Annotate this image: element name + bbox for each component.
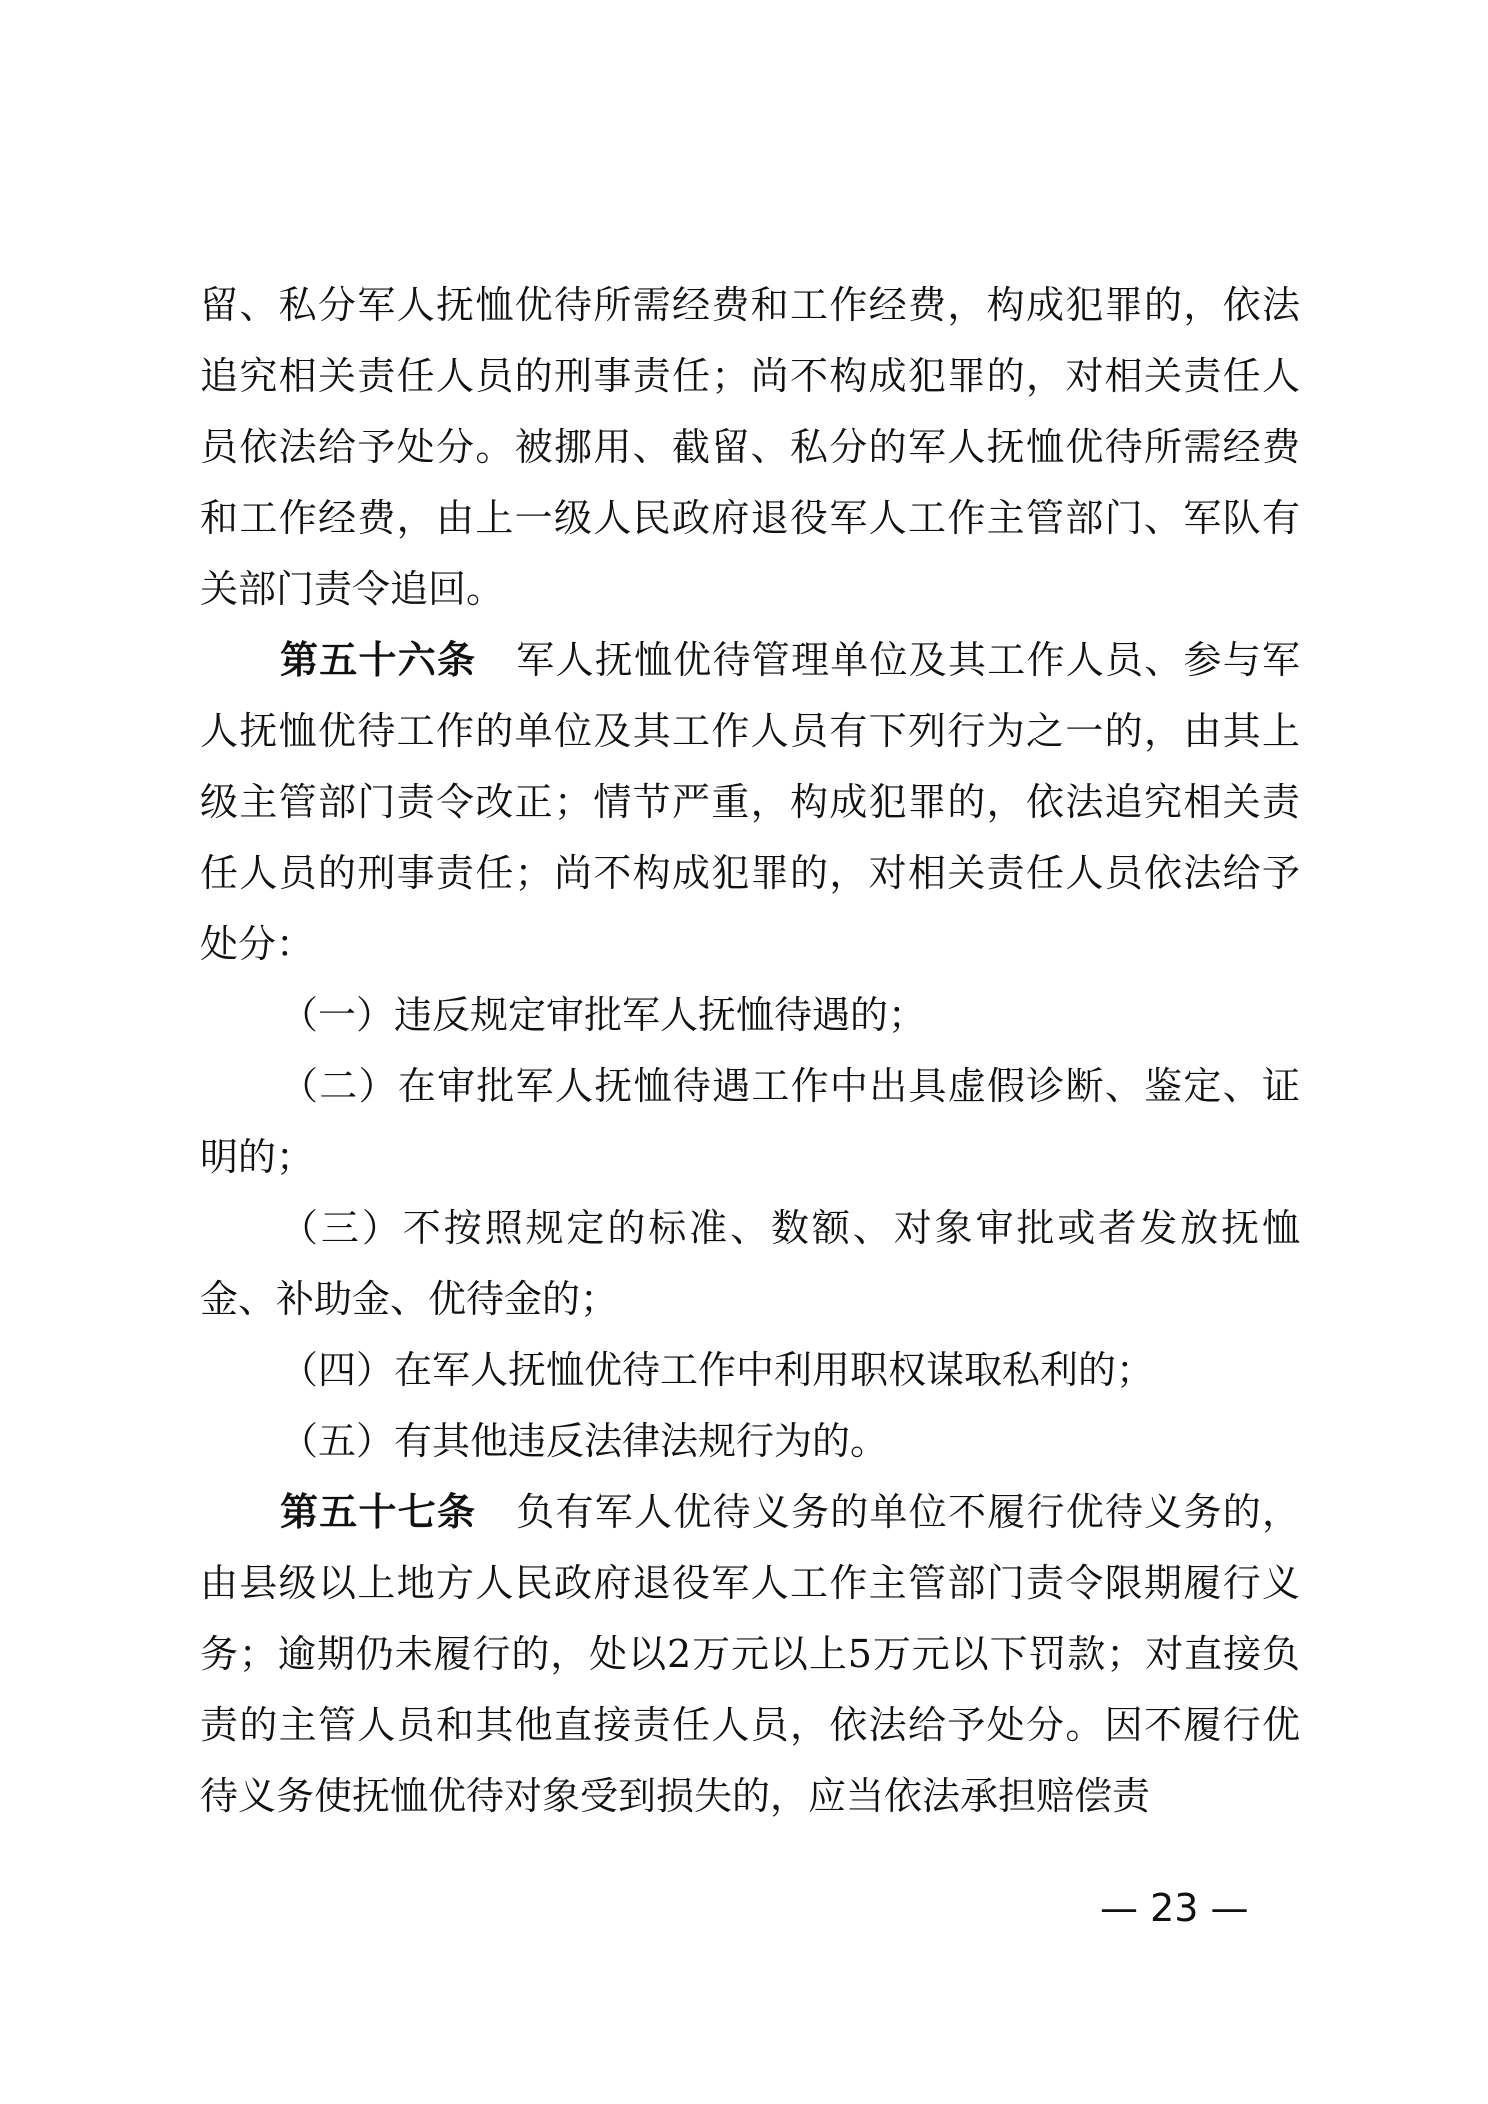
continuation-paragraph: 留、私分军人抚恤优待所需经费和工作经费，构成犯罪的，依法追究相关责任人员的刑事责任；尚不构成犯罪的，对相关责任人员依法给予处分。被挪用、截留、私分的军人抚恤优待所需经费和工作经费，由上一级人民政府退役军人工作主管部门、军队有关部门责令追回。 bbox=[200, 283, 1300, 611]
article-56-item-4: （四）在军人抚恤优待工作中利用职权谋取私利的； bbox=[280, 1348, 1155, 1392]
article-57-paragraph bbox=[200, 1477, 1300, 1832]
page-number: — 23 — bbox=[1100, 1886, 1249, 1930]
article-57-text: 负有军人优待义务的单位不履行优待义务的，由县级以上地方人民政府退役军人工作主管部门责令限期履行义务；逾期仍未履行的，处以2万元以上5万元以下罚款；对直接负责的主管人员和其他直接责任人员，依法给予处分。因不履行优待义务使抚恤优待对象受到损失的，应当依法承担赔偿责 bbox=[200, 1490, 1300, 1818]
article-56-text: 军人抚恤优待管理单位及其工作人员、参与军人抚恤优待工作的单位及其工作人员有下列行为之一的，由其上级主管部门责令改正；情节严重，构成犯罪的，依法追究相关责任人员的刑事责任；尚不构成犯罪的，对相关责任人员依法给予处分： bbox=[200, 638, 1300, 966]
article-57-heading: 第五十七条 bbox=[280, 1490, 477, 1534]
article-56-item-5: （五）有其他违反法律法规行为的。 bbox=[280, 1419, 889, 1463]
article-56-paragraph bbox=[200, 625, 1300, 980]
document-body bbox=[200, 270, 1300, 1832]
article-56-item-2: （二）在审批军人抚恤待遇工作中出具虚假诊断、鉴定、证明的； bbox=[200, 1064, 1300, 1179]
article-56-heading: 第五十六条 bbox=[280, 638, 477, 682]
article-56-item-1: （一）违反规定审批军人抚恤待遇的； bbox=[280, 993, 927, 1037]
article-56-item-3: （三）不按照规定的标准、数额、对象审批或者发放抚恤金、补助金、优待金的； bbox=[200, 1206, 1300, 1321]
